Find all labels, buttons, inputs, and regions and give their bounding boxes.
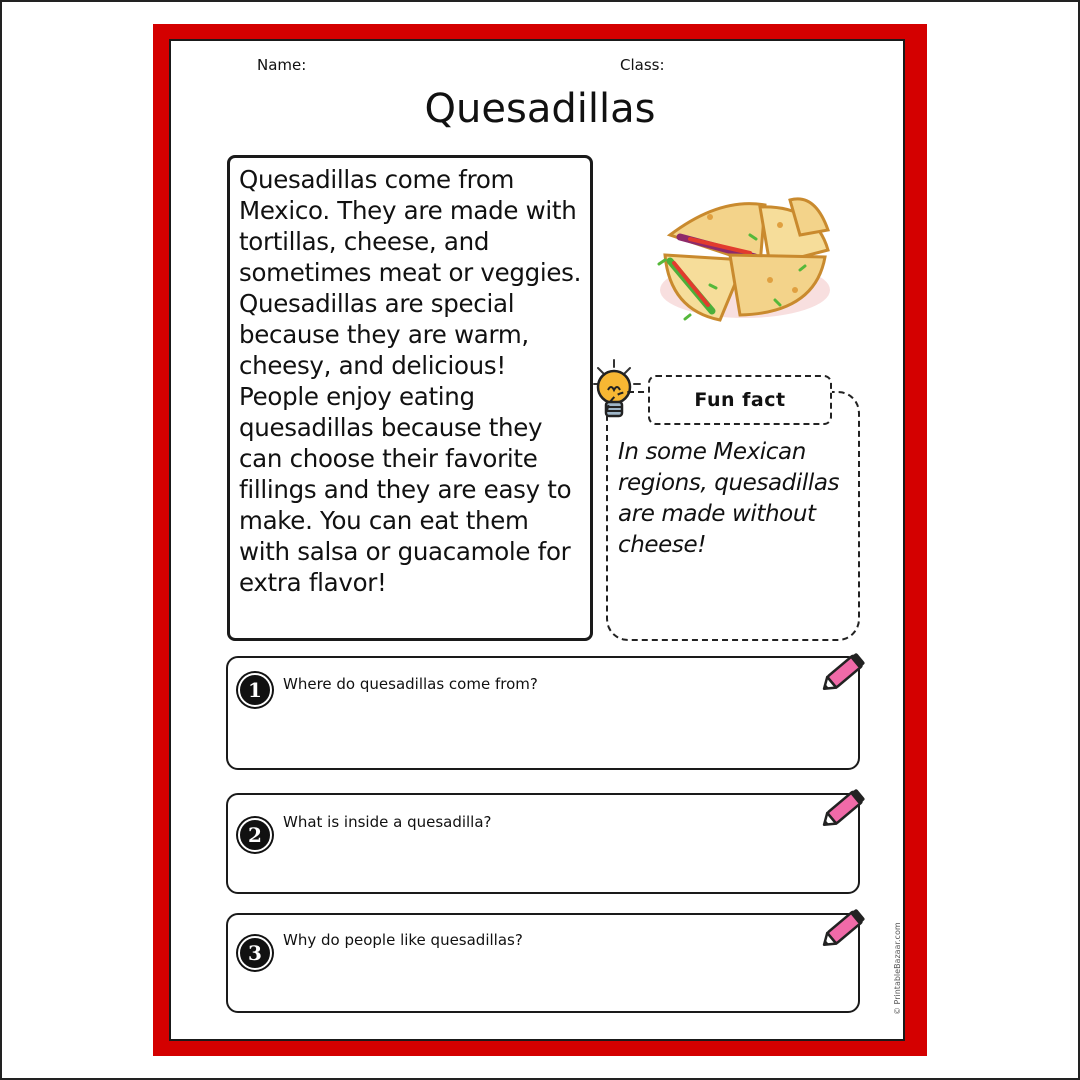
- answer-box-3[interactable]: [226, 913, 860, 1013]
- fun-fact-label: Fun fact: [648, 375, 832, 425]
- watermark: © PrintableBazaar.com: [893, 922, 902, 1015]
- question-text-2: What is inside a quesadilla?: [283, 813, 492, 831]
- question-text-1: Where do quesadillas come from?: [283, 675, 538, 693]
- pencil-icon: [818, 906, 870, 950]
- pencil-icon: [818, 650, 870, 694]
- quesadilla-illustration: [650, 195, 835, 325]
- question-text-3: Why do people like quesadillas?: [283, 931, 523, 949]
- question-number-3: 3: [238, 936, 272, 970]
- story-text: Quesadillas come from Mexico. They are made with tortillas, cheese, and sometimes meat or veggies. Quesadillas are special because they are warm, cheesy, and delicious! People enjoy eating quesadillas because they can choose their favorite fillings and they are easy to make. You can eat them with salsa or guacamole for extra flavor!: [239, 165, 582, 597]
- question-number-1: 1: [238, 673, 272, 707]
- page-title: Quesadillas: [424, 86, 656, 132]
- pencil-icon: [818, 786, 870, 830]
- class-label: Class:: [620, 56, 665, 74]
- answer-box-2[interactable]: [226, 793, 860, 894]
- name-label: Name:: [257, 56, 307, 74]
- story-box: [227, 155, 593, 641]
- fun-fact-text: In some Mexican regions, quesadillas are made without cheese!: [618, 439, 840, 558]
- question-number-2: 2: [238, 818, 272, 852]
- answer-box-1[interactable]: [226, 656, 860, 770]
